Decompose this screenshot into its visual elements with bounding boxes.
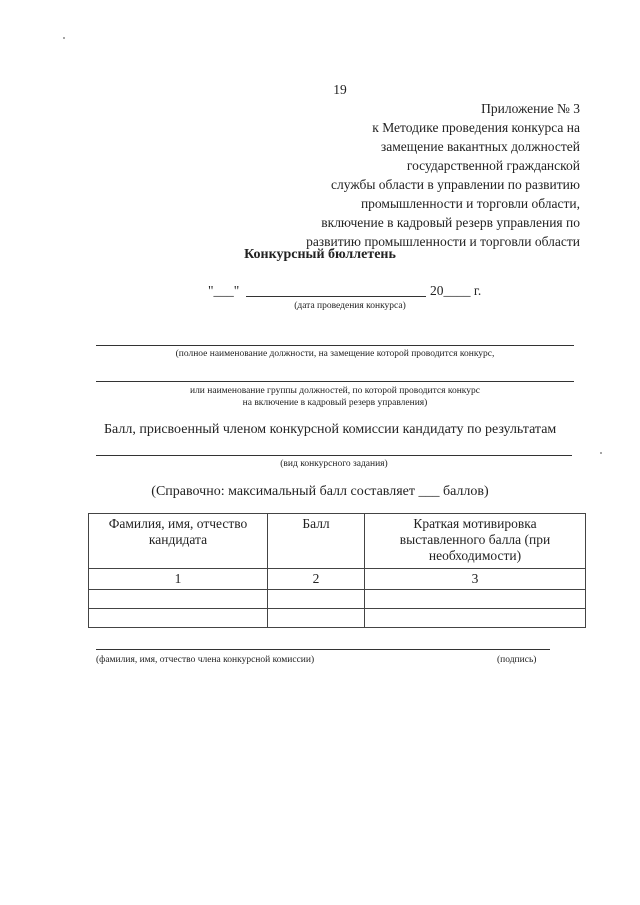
appendix-line: включение в кадровый резерв управления по bbox=[321, 215, 580, 230]
signature-sign-caption: (подпись) bbox=[497, 655, 537, 665]
table-number-row bbox=[89, 569, 586, 590]
header-score: Балл bbox=[268, 514, 365, 569]
scan-speck bbox=[63, 37, 65, 39]
column-number: 1 bbox=[89, 569, 268, 590]
position-line-1 bbox=[96, 345, 574, 346]
column-number: 2 bbox=[268, 569, 365, 590]
appendix-line: к Методике проведения конкурса на bbox=[372, 120, 580, 135]
column-number: 3 bbox=[365, 569, 586, 590]
appendix-line: промышленности и торговли области, bbox=[360, 196, 580, 211]
position-caption-2: или наименование группы должностей, по которой проводится конкурс bbox=[189, 386, 480, 396]
date-year-field: 20____ г. bbox=[430, 283, 482, 298]
table-cell bbox=[268, 590, 365, 609]
page-number: 19 bbox=[333, 82, 347, 97]
signature-line bbox=[96, 649, 550, 650]
task-line bbox=[96, 455, 572, 456]
position-caption-1: (полное наименование должности, на замещение которой проводится конкурс, bbox=[175, 349, 495, 359]
appendix-line: государственной гражданской bbox=[406, 158, 580, 173]
table-row bbox=[89, 609, 586, 628]
appendix-heading bbox=[306, 99, 580, 251]
table-cell bbox=[365, 590, 586, 609]
appendix-line: службы области в управлении по развитию bbox=[331, 177, 580, 192]
scan-speck bbox=[600, 452, 602, 454]
appendix-line: Приложение № 3 bbox=[481, 101, 580, 116]
appendix-line: замещение вакантных должностей bbox=[380, 139, 580, 154]
table-cell bbox=[89, 609, 268, 628]
table-cell bbox=[89, 590, 268, 609]
score-text: Балл, присвоенный членом конкурсной комиссии кандидату по результатам bbox=[104, 422, 557, 437]
reference-text: (Справочно: максимальный балл составляет ___ баллов) bbox=[151, 484, 489, 499]
table-cell bbox=[365, 609, 586, 628]
signature-name-caption: (фамилия, имя, отчество члена конкурсной комиссии) bbox=[96, 655, 315, 665]
table-cell bbox=[268, 609, 365, 628]
table-header-row bbox=[89, 514, 586, 569]
date-underline bbox=[246, 296, 426, 297]
header-motivation: Краткая мотивировка выставленного балла (при необходимости) bbox=[365, 514, 586, 569]
date-caption: (дата проведения конкурса) bbox=[294, 301, 406, 311]
date-quote-field: "___" bbox=[208, 283, 240, 298]
appendix-line: развитию промышленности и торговли области bbox=[306, 234, 580, 249]
header-candidate-name: Фамилия, имя, отчество кандидата bbox=[89, 514, 268, 569]
position-caption-3: на включение в кадровый резерв управления) bbox=[242, 398, 428, 408]
position-line-2 bbox=[96, 381, 574, 382]
candidates-table bbox=[88, 513, 586, 628]
task-caption: (вид конкурсного задания) bbox=[280, 459, 388, 469]
table-row bbox=[89, 590, 586, 609]
page-title: Конкурсный бюллетень bbox=[244, 247, 396, 262]
